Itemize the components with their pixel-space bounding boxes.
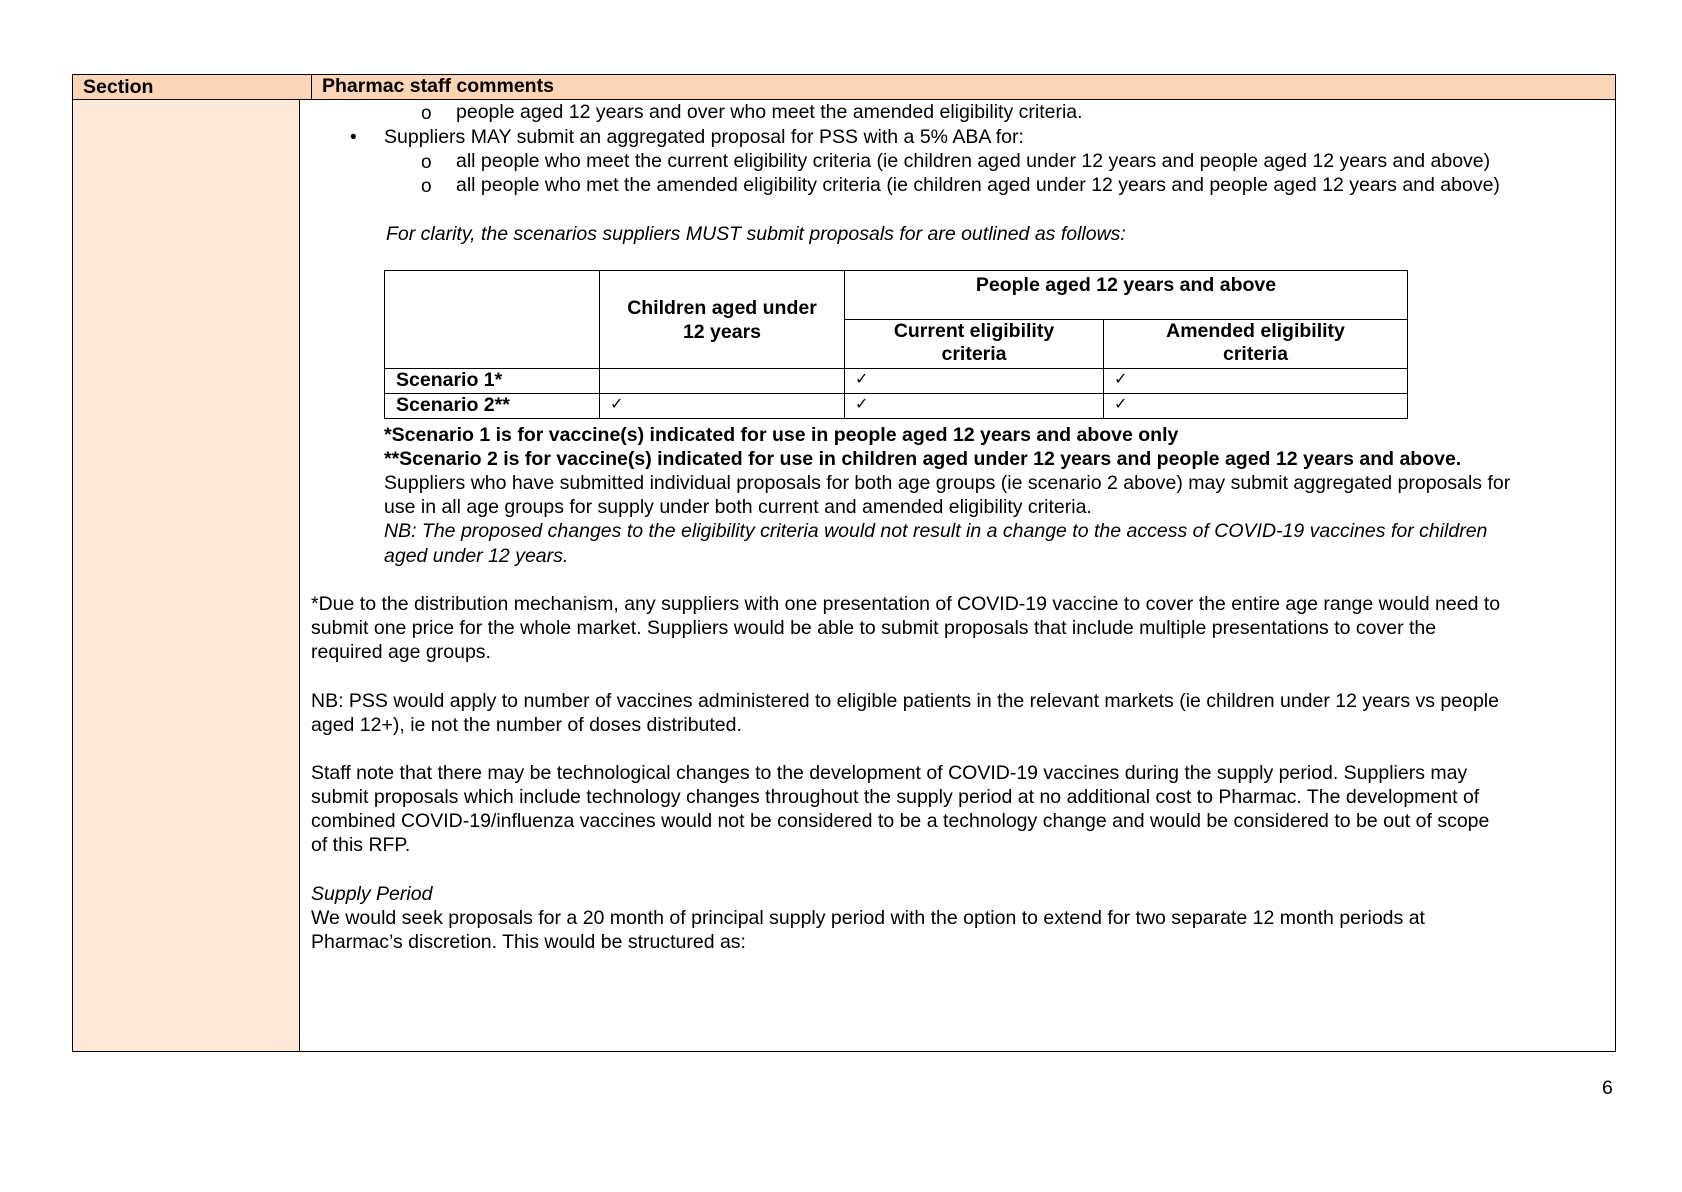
col-header-amended: Amended eligibility criteria [1104,320,1408,369]
note-nb-line-1: NB: The proposed changes to the eligibility criteria would not result in a change to the access of COVID-19 vaccines for children [384,520,1488,542]
circle-bullet-icon: o [421,176,432,197]
technology-line-2: submit proposals which include technology changes throughout the supply period at no additional cost to Pharmac. The development of [311,786,1480,808]
sub-bullet-current-criteria: all people who meet the current eligibility criteria (ie children aged under 12 years and people aged 12 years and above) [456,150,1491,172]
circle-bullet-icon: o [421,152,432,173]
table-corner-cell [385,271,600,369]
header-comments: Pharmac staff comments [311,74,554,99]
check-cell [600,369,845,394]
pss-line-1: NB: PSS would apply to number of vaccines administered to eligible patients in the relevant markets (ie children under 12 years vs people [311,690,1499,712]
technology-line-1: Staff note that there may be technological changes to the development of COVID-19 vaccines during the supply period. Suppliers may [311,762,1468,784]
technology-line-4: of this RFP. [311,834,411,856]
note-scenario-1: *Scenario 1 is for vaccine(s) indicated for use in people aged 12 years and above only [384,424,1179,446]
supply-period-line-1: We would seek proposals for a 20 month of principal supply period with the option to extend for two separate 12 month periods at [311,907,1425,929]
technology-line-3: combined COVID-19/influenza vaccines would not be considered to be a technology change and would be considered to be out of scope [311,810,1490,832]
supply-period-line-2: Pharmac’s discretion. This would be structured as: [311,931,746,953]
header-section: Section [83,76,154,98]
section-column [73,100,300,1051]
note-aggregated-line-1: Suppliers who have submitted individual proposals for both age groups (ie scenario 2 above) may submit aggregated proposals for [384,472,1511,494]
note-scenario-2: **Scenario 2 is for vaccine(s) indicated for use in children aged under 12 years and people aged 12 years and above. [384,448,1462,470]
distribution-line-1: *Due to the distribution mechanism, any suppliers with one presentation of COVID-19 vaccine to cover the entire age range would need to [311,593,1501,615]
col-header-people: People aged 12 years and above [845,271,1408,320]
table-header-row [73,75,1615,100]
page-number: 6 [1602,1077,1613,1099]
clarity-statement: For clarity, the scenarios suppliers MUST submit proposals for are outlined as follows: [386,223,1126,245]
row-label-scenario-1: Scenario 1* [385,369,600,394]
supply-period-heading: Supply Period [311,883,433,905]
distribution-line-2: submit one price for the whole market. Suppliers would be able to submit proposals that include multiple presentations to cover the [311,617,1437,639]
check-icon: ✓ [1104,394,1408,419]
circle-bullet-icon: o [421,103,432,124]
dot-bullet-icon: • [350,127,357,148]
sub-bullet-amended-over-12: people aged 12 years and over who meet the amended eligibility criteria. [456,101,1083,123]
sub-bullet-amended-criteria: all people who met the amended eligibility criteria (ie children aged under 12 years and people aged 12 years and above) [456,174,1500,196]
pss-line-2: aged 12+), ie not the number of doses distributed. [311,714,742,736]
row-label-scenario-2: Scenario 2** [385,394,600,419]
check-icon: ✓ [600,394,845,419]
bullet-aggregated-proposal: Suppliers MAY submit an aggregated proposal for PSS with a 5% ABA for: [384,126,1024,148]
check-icon: ✓ [1104,369,1408,394]
scenario-table [384,270,1408,419]
note-nb-line-2: aged under 12 years. [384,545,569,567]
col-header-children: Children aged under 12 years [600,271,845,369]
col-header-current: Current eligibility criteria [845,320,1104,369]
note-aggregated-line-2: use in all age groups for supply under both current and amended eligibility criteria. [384,496,1092,518]
check-icon: ✓ [845,369,1104,394]
comments-table [72,74,1616,1052]
check-icon: ✓ [845,394,1104,419]
distribution-line-3: required age groups. [311,641,491,663]
